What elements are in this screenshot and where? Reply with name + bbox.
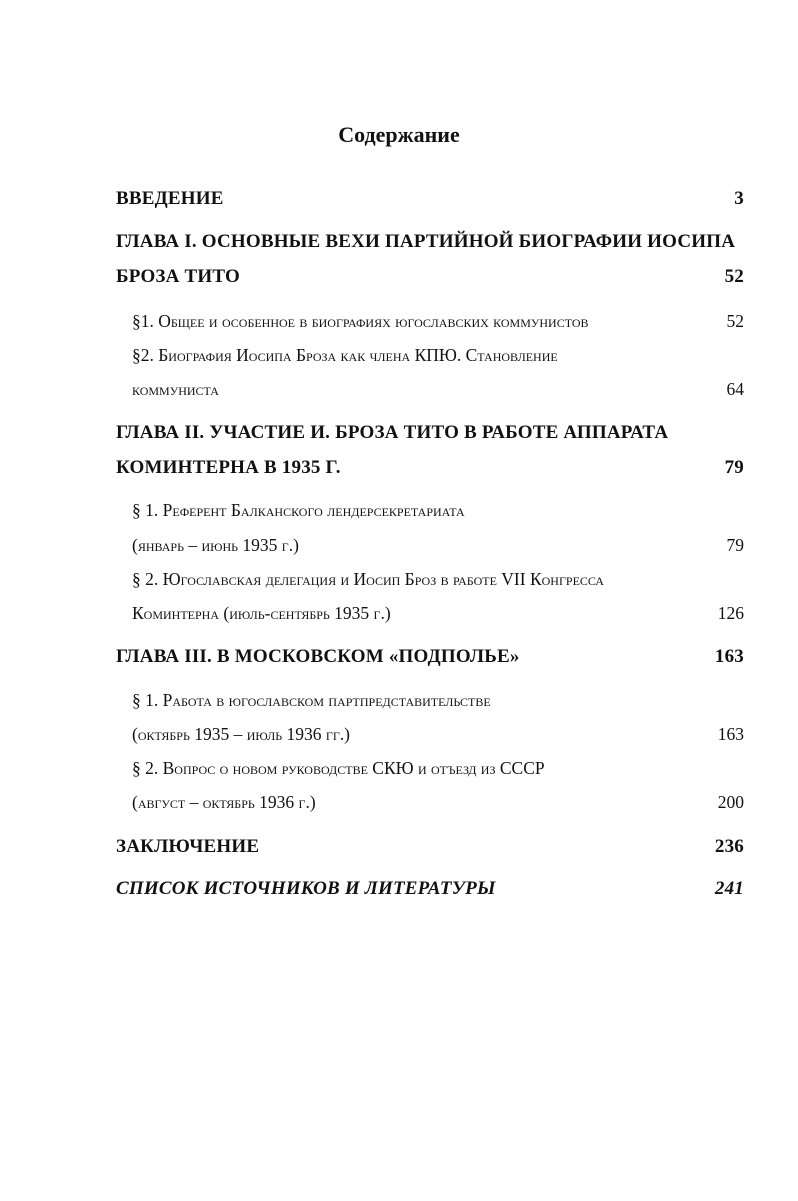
toc-page-number: 52 <box>726 311 744 331</box>
toc-page-number: 126 <box>717 603 744 623</box>
toc-section-3-2-line-2 <box>132 792 744 822</box>
toc-section-2-2-line-1 <box>132 569 744 599</box>
toc-page-number: 3 <box>734 188 744 209</box>
toc-section-1-2-line-2 <box>132 379 744 409</box>
toc-entry-introduction <box>116 188 744 218</box>
toc-page-number: 163 <box>717 724 744 744</box>
toc-chapter-2-line-2 <box>116 457 744 487</box>
toc-entry-text: ЗАКЛЮЧЕНИЕ <box>116 836 260 857</box>
toc-chapter-1-line-1 <box>116 231 744 261</box>
toc-entry-text: (октябрь 1935 – июль 1936 гг.) <box>132 724 350 744</box>
toc-entry-text: ГЛАВА II. УЧАСТИЕ И. БРОЗА ТИТО В РАБОТЕ АППАРАТА <box>116 422 669 443</box>
toc-section-3-1-line-1 <box>132 690 744 720</box>
toc-chapter-3 <box>116 646 744 676</box>
toc-entry-text: § 2. Вопрос о новом руководстве СКЮ и отъезд из СССР <box>132 758 545 778</box>
toc-section-1-1 <box>132 311 744 341</box>
toc-entry-text: (январь – июнь 1935 г.) <box>132 535 299 555</box>
toc-chapter-1-line-2 <box>116 266 744 296</box>
toc-entry-text: ВВЕДЕНИЕ <box>116 188 224 209</box>
toc-entry-text: БРОЗА ТИТО <box>116 266 240 287</box>
page-title: Содержание <box>338 122 460 147</box>
toc-entry-text: § 1. Референт Балканского лендерсекретариата <box>132 500 465 520</box>
toc-section-2-1-line-1 <box>132 500 744 530</box>
toc-entry-conclusion <box>116 836 744 866</box>
toc-chapter-2-line-1 <box>116 422 744 452</box>
toc-page-number: 163 <box>714 646 744 667</box>
toc-entry-text: §2. Биография Иосипа Броза как члена КПЮ. Становление <box>132 345 558 365</box>
toc-page-number: 79 <box>724 457 744 478</box>
toc-page-number: 79 <box>726 535 744 555</box>
toc-page-number: 241 <box>714 878 744 899</box>
toc-entry-text: § 2. Югославская делегация и Иосип Броз в работе VII Конгресса <box>132 569 604 589</box>
toc-page-number: 52 <box>724 266 744 287</box>
toc-entry-text: Коминтерна (июль-сентябрь 1935 г.) <box>132 603 391 623</box>
toc-entry-text: ГЛАВА III. В МОСКОВСКОМ «ПОДПОЛЬЕ» <box>116 646 520 667</box>
toc-page-number: 64 <box>726 379 744 399</box>
toc-page-number: 236 <box>714 836 744 857</box>
toc-entry-text: коммуниста <box>132 379 219 399</box>
toc-section-3-1-line-2 <box>132 724 744 754</box>
toc-entry-text: § 1. Работа в югославском партпредставительстве <box>132 690 491 710</box>
toc-entry-text: ГЛАВА I. ОСНОВНЫЕ ВЕХИ ПАРТИЙНОЙ БИОГРАФИИ ИОСИПА <box>116 231 736 252</box>
toc-entry-sources <box>116 878 744 908</box>
toc-section-2-1-line-2 <box>132 535 744 565</box>
toc-entry-text: §1. Общее и особенное в биографиях югославских коммунистов <box>132 311 589 331</box>
toc-entry-text: КОМИНТЕРНА В 1935 Г. <box>116 457 341 478</box>
toc-section-3-2-line-1 <box>132 758 744 788</box>
toc-entry-text: (август – октябрь 1936 г.) <box>132 792 316 812</box>
toc-section-2-2-line-2 <box>132 603 744 633</box>
toc-entry-text: СПИСОК ИСТОЧНИКОВ И ЛИТЕРАТУРЫ <box>116 878 496 899</box>
toc-page-number: 200 <box>717 792 744 812</box>
toc-section-1-2-line-1 <box>132 345 744 375</box>
